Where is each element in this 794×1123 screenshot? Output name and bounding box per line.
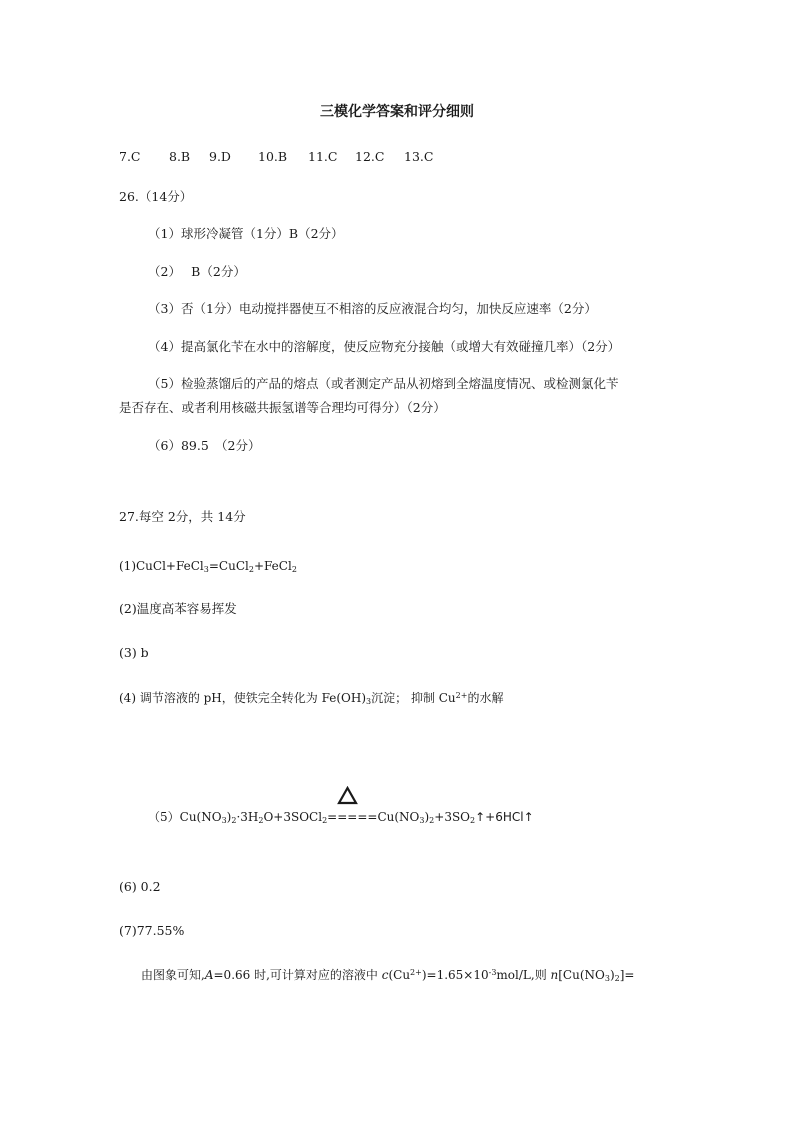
eq-sub: 3 xyxy=(419,816,425,825)
q27-part1 xyxy=(119,557,297,575)
q27-part2: (2)温度高苯容易挥发 xyxy=(119,601,237,616)
text: ]= xyxy=(619,968,635,982)
heat-triangle-icon xyxy=(337,786,358,808)
q27-header: 27.每空 2分，共 14分 xyxy=(119,509,246,524)
eq-text: ↑+6HCl↑ xyxy=(475,810,534,824)
italic-var: A xyxy=(204,968,214,982)
sup: 2+ xyxy=(410,968,422,977)
italic-var: c xyxy=(381,968,389,982)
eq-sub: 2 xyxy=(258,816,264,825)
eq-text: +3SO xyxy=(434,810,471,824)
sup: 2+ xyxy=(455,691,468,700)
mcq-answers xyxy=(119,148,433,166)
q27-part4 xyxy=(119,689,503,707)
text: =0.66 时,可计算对应的溶液中 xyxy=(213,968,382,982)
text: 沉淀； 抑制 Cu xyxy=(371,691,456,705)
reaction-equals: ===== xyxy=(327,810,378,824)
eq-text: (1)CuCl+FeCl xyxy=(119,559,204,573)
q26-header: 26.（14分） xyxy=(119,189,193,204)
eq-text: （5）Cu(NO xyxy=(148,810,222,824)
page-title: 三模化学答案和评分细则 xyxy=(320,104,474,120)
eq-text: Cu(NO xyxy=(377,810,420,824)
mcq-answer: 7.C xyxy=(119,149,141,164)
q26-part6: （6）89.5 （2分） xyxy=(148,438,261,453)
eq-text: =CuCl xyxy=(208,559,249,573)
q27-part3: (3) b xyxy=(119,645,149,660)
mcq-answer: 12.C xyxy=(355,149,385,164)
text: ) xyxy=(609,968,615,982)
eq-sub: 3 xyxy=(221,816,227,825)
text: )=1.65×10 xyxy=(421,968,489,982)
italic-var: n xyxy=(550,968,559,982)
sub: 3 xyxy=(366,697,372,706)
text: (4) 调节溶液的 pH，使铁完全转化为 Fe(OH) xyxy=(119,691,367,705)
eq-text: +FeCl xyxy=(253,559,292,573)
q27-part5-equation xyxy=(148,808,534,826)
q26-part5-line2: 是否存在、或者利用核磁共振氢谱等合理均可得分）（2分） xyxy=(119,400,446,415)
eq-sub: 2 xyxy=(429,816,435,825)
mcq-answer: 11.C xyxy=(308,149,338,164)
q26-part4: （4）提高氯化苄在水中的溶解度，使反应物充分接触（或增大有效碰撞几率）（2分） xyxy=(148,339,621,354)
text: [Cu(NO xyxy=(558,968,605,982)
q26-part3: （3）否（1分）电动搅拌器使互不相溶的反应液混合均匀，加快反应速率（2分） xyxy=(148,301,597,316)
eq-sub: 2 xyxy=(248,565,254,574)
q27-part7: (7)77.55% xyxy=(119,923,185,938)
text: 由图象可知, xyxy=(141,968,205,982)
text: 的水解 xyxy=(467,691,504,705)
q26-part2: （2） B（2分） xyxy=(148,264,246,279)
eq-sub: 2 xyxy=(231,816,237,825)
eq-text: ·3H xyxy=(236,810,259,824)
mcq-answer: 8.B xyxy=(169,149,191,164)
mcq-answer: 13.C xyxy=(404,149,434,164)
sup: -3 xyxy=(488,968,497,977)
q27-part6: (6) 0.2 xyxy=(119,879,161,894)
q27-explanation xyxy=(141,966,635,984)
mcq-answer: 10.B xyxy=(258,149,288,164)
sub: 2 xyxy=(614,974,620,983)
eq-sub: 2 xyxy=(470,816,476,825)
text: (Cu xyxy=(388,968,411,982)
mcq-answer: 9.D xyxy=(209,149,231,164)
eq-sub: 3 xyxy=(203,565,209,574)
q26-part5-line1: （5）检验蒸馏后的产品的熔点（或者测定产品从初熔到全熔温度情况、或检测氯化苄 xyxy=(148,376,619,391)
sub: 3 xyxy=(604,974,610,983)
eq-text: O+3SOCl xyxy=(263,810,323,824)
q26-part1: （1）球形冷凝管（1分）B（2分） xyxy=(148,226,344,241)
eq-sub: 2 xyxy=(291,565,297,574)
text: mol/L,则 xyxy=(496,968,551,982)
eq-text: ) xyxy=(226,810,232,824)
eq-text: ) xyxy=(424,810,430,824)
eq-sub: 2 xyxy=(322,816,328,825)
